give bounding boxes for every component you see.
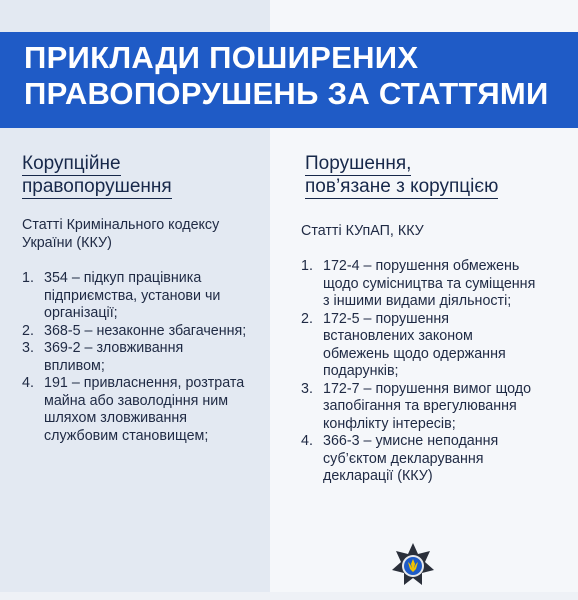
left-heading bbox=[22, 153, 172, 199]
banner-title-line-1: ПРИКЛАДИ ПОШИРЕНИХ bbox=[24, 40, 419, 75]
list-item bbox=[22, 270, 248, 323]
left-article-list bbox=[22, 270, 248, 445]
list-item bbox=[301, 311, 541, 381]
list-item-number: 3. bbox=[301, 380, 313, 397]
left-source-label: Статті Кримінального кодексу України (ККУ) bbox=[22, 217, 220, 251]
list-item-number: 1. bbox=[22, 270, 34, 286]
right-article-list bbox=[301, 258, 541, 486]
list-item-text: 366-3 – умисне неподання суб’єктом декларування декларації (ККУ) bbox=[323, 433, 499, 484]
list-item bbox=[301, 381, 541, 434]
banner-title bbox=[24, 40, 564, 112]
bottom-strip bbox=[0, 592, 578, 600]
list-item-text: 368-5 – незаконне збагачення; bbox=[44, 322, 247, 339]
right-heading bbox=[305, 153, 498, 199]
list-item-text: 369-2 – зловживання впливом; bbox=[44, 340, 184, 374]
list-item-text: 172-7 – порушення вимог щодо запобігання та врегулювання конфлікту інтересів; bbox=[323, 380, 532, 432]
list-item-text: 172-5 – порушення встановлених законом обмежень щодо одержання подарунків; bbox=[323, 310, 506, 379]
left-heading-line-2: правопорушення bbox=[22, 176, 172, 197]
right-source-label: Статті КУпАП, ККУ bbox=[301, 223, 424, 239]
list-item-number: 4. bbox=[22, 375, 34, 391]
list-item bbox=[301, 433, 541, 486]
list-item-number: 3. bbox=[22, 340, 34, 356]
list-item-text: 191 – привласнення, розтрата майна або заволодіння ним шляхом зловживання службовим становищем; bbox=[44, 375, 245, 444]
left-heading-line-1: Корупційне bbox=[22, 153, 121, 174]
right-heading-line-1: Порушення, bbox=[305, 153, 412, 174]
list-item-number: 1. bbox=[301, 258, 313, 274]
right-heading-line-2: пов’язане з корупцією bbox=[305, 176, 499, 197]
list-item-text: 172-4 – порушення обмежень щодо сумісництва та суміщення з іншими видами діяльності; bbox=[323, 258, 536, 309]
banner-title-line-2: ПРАВОПОРУШЕНЬ ЗА СТАТТЯМИ bbox=[24, 76, 549, 111]
list-item-text: 354 – підкуп працівника підприємства, установи чи організації; bbox=[44, 270, 221, 321]
list-item bbox=[22, 340, 248, 375]
police-star-emblem-icon bbox=[391, 542, 435, 592]
list-item bbox=[22, 375, 248, 445]
list-item bbox=[301, 258, 541, 311]
list-item-number: 4. bbox=[301, 433, 313, 449]
list-item bbox=[22, 323, 248, 341]
list-item-number: 2. bbox=[22, 322, 34, 339]
list-item-number: 2. bbox=[301, 310, 313, 327]
